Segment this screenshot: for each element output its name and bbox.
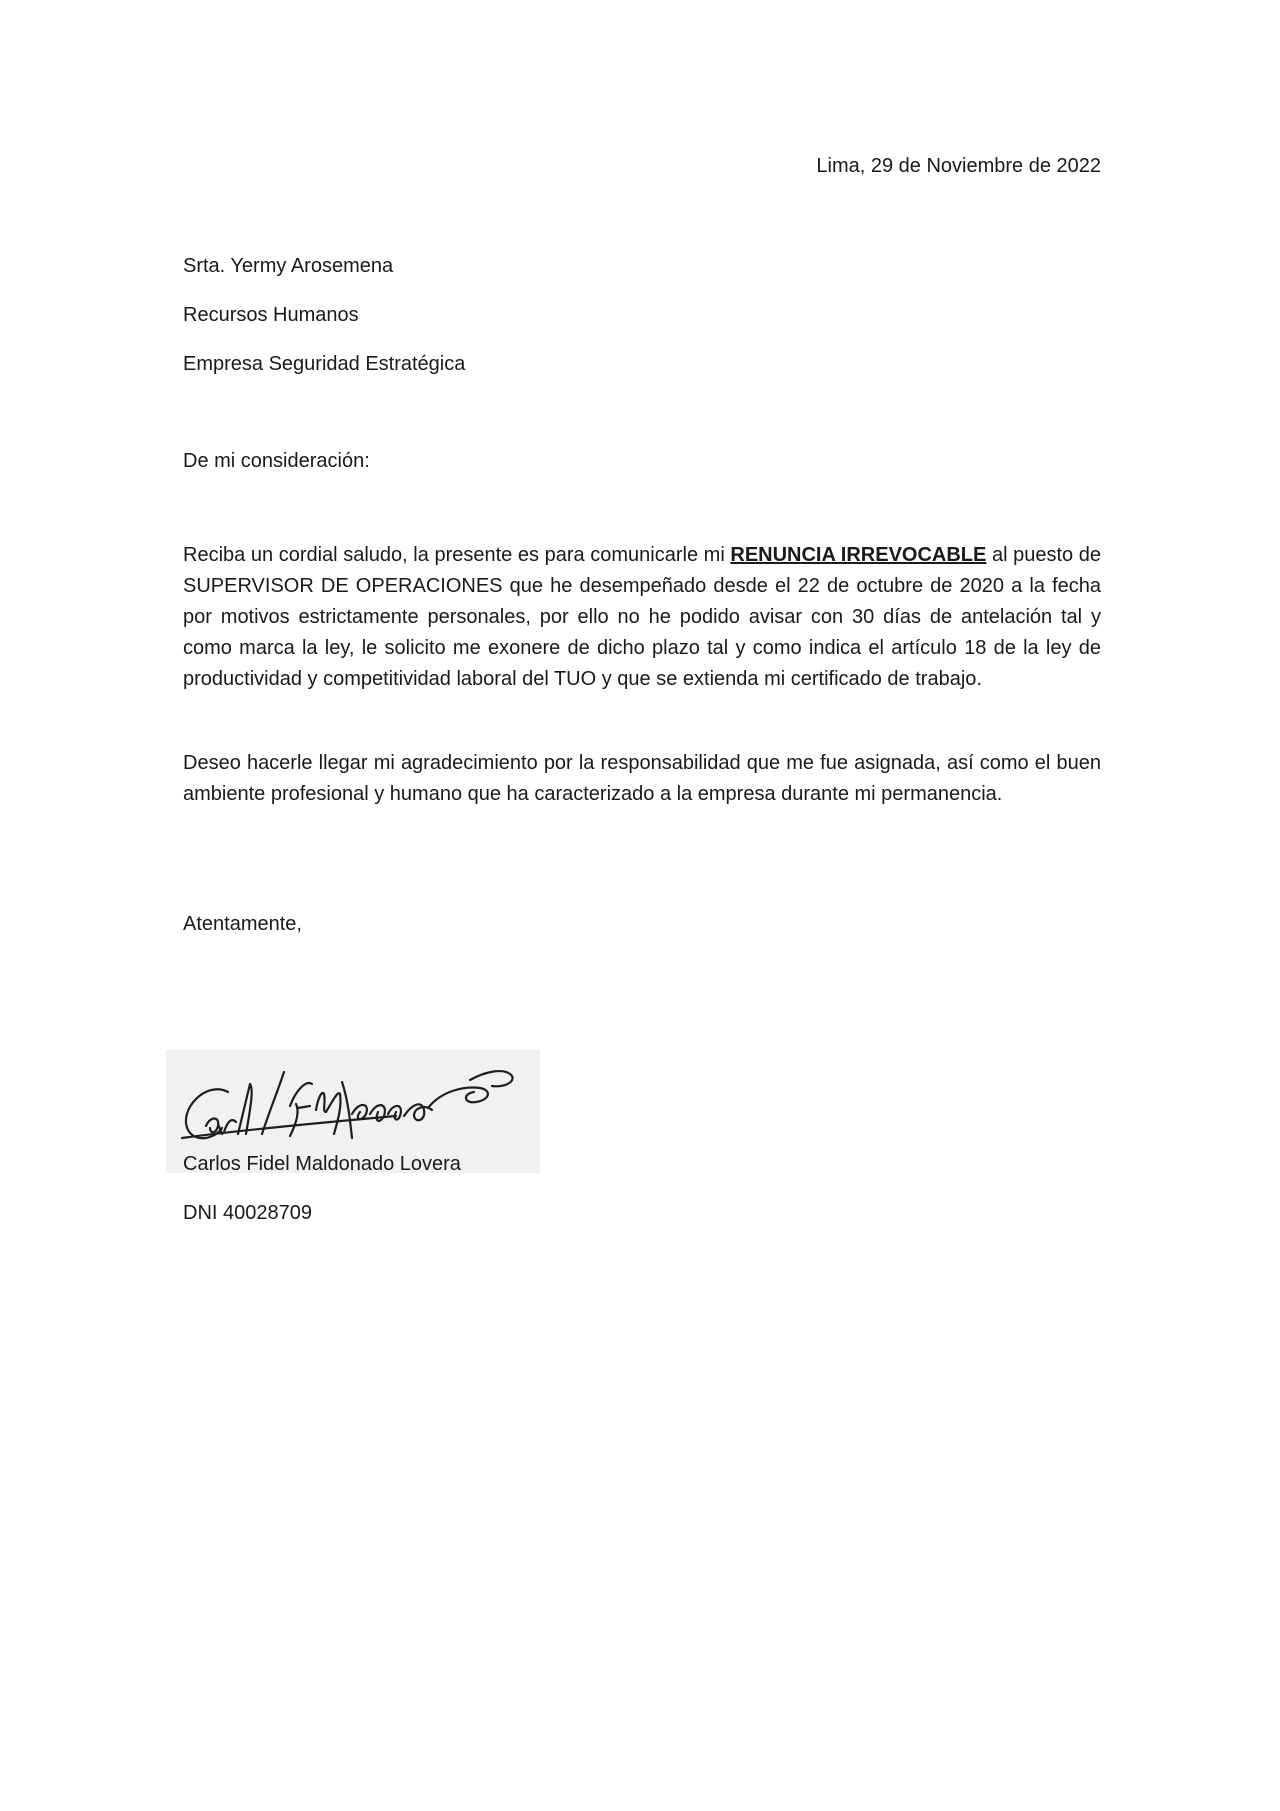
letter-date: Lima, 29 de Noviembre de 2022: [816, 155, 1101, 177]
signatory-name: Carlos Fidel Maldonado Lovera: [183, 1153, 461, 1175]
resignation-emphasis: RENUNCIA IRREVOCABLE: [730, 544, 987, 566]
recipient-company: Empresa Seguridad Estratégica: [183, 353, 466, 375]
recipient-department: Recursos Humanos: [183, 304, 359, 326]
body-paragraph-1-end: al puesto de SUPERVISOR DE OPERACIONES que he desempeñado desde el 22 de octubre de 2020 a la fecha por motivos estrictamente personales, por ello no he podido avisar con 30 días de antelación tal y como marca la ley, le solicito me exonere de dicho plazo tal y como indica el artículo 18 de la ley de productividad y competitividad laboral del TUO y que se extienda mi certificado de trabajo.: [183, 544, 1102, 690]
recipient-name: Srta. Yermy Arosemena: [183, 255, 394, 277]
body-paragraph-2: Deseo hacerle llegar mi agradecimiento por la responsabilidad que me fue asignada, así como el buen ambiente profesional y humano que ha caracterizado a la empresa durante mi permanencia.: [183, 752, 1101, 805]
body-paragraph-1-start: Reciba un cordial saludo, la presente es para comunicarle mi: [183, 544, 731, 566]
signatory-dni: DNI 40028709: [183, 1202, 312, 1224]
body-paragraph-1: [183, 540, 1101, 695]
closing: Atentamente,: [183, 913, 302, 935]
salutation: De mi consideración:: [183, 450, 370, 472]
